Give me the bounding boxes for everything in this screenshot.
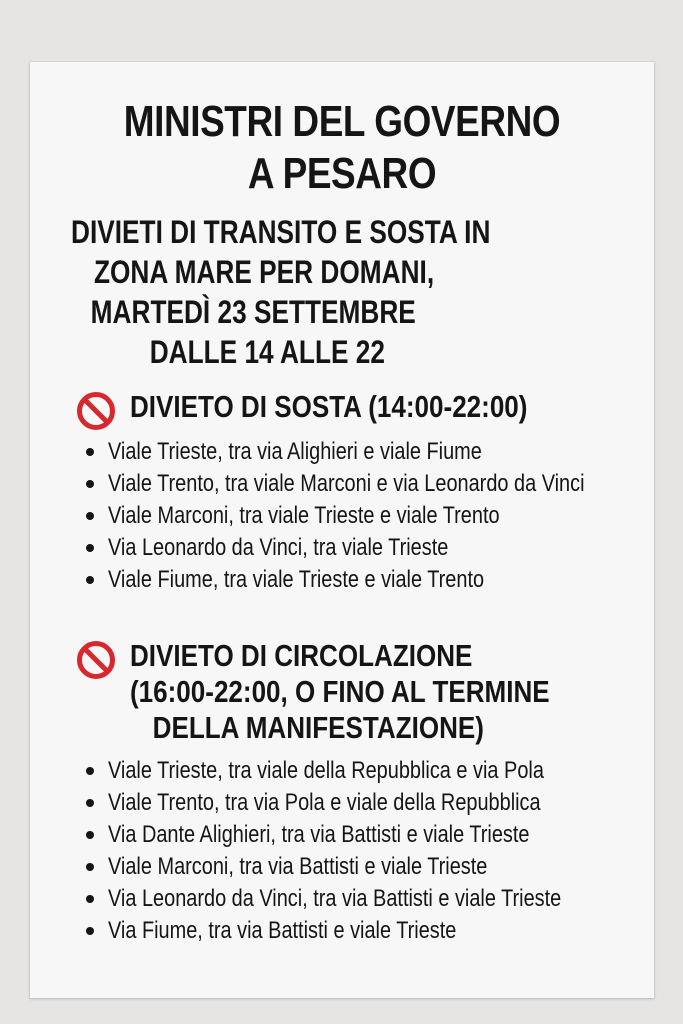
list-item — [30, 886, 683, 912]
list-item-text: Via Leonardo da Vinci, tra viale Trieste — [108, 534, 449, 561]
notice-subtitle — [30, 212, 654, 372]
bullet-dot — [86, 544, 94, 552]
bullet-dot — [86, 767, 94, 775]
bullet-dot — [86, 448, 94, 456]
bullet-dot — [86, 799, 94, 807]
list-item-text: Via Leonardo da Vinci, tra via Battisti e viale Trieste — [108, 885, 562, 912]
bullet-dot — [86, 576, 94, 584]
list-item-text: Viale Trieste, tra via Alighieri e viale Fiume — [108, 438, 482, 465]
subtitle-line-4: DALLE 14 ALLE 22 — [149, 334, 385, 370]
section-title-line: DIVIETO DI SOSTA (14:00-22:00) — [130, 389, 528, 424]
title-line-1: MINISTRI DEL GOVERNO — [123, 97, 561, 146]
list-item — [30, 567, 683, 593]
section-parking-ban-title — [130, 389, 603, 425]
parking-ban-street-list — [30, 439, 683, 593]
list-item-text: Viale Marconi, tra viale Trieste e viale Trento — [108, 502, 500, 529]
list-item-text: Via Dante Alighieri, tra via Battisti e viale Trieste — [108, 821, 530, 848]
bullet-dot — [86, 895, 94, 903]
traffic-ban-street-list — [30, 758, 683, 944]
list-item-text: Viale Trieste, tra viale della Repubblica e via Pola — [108, 757, 544, 784]
list-item-text: Viale Trento, tra via Pola e viale della Repubblica — [108, 789, 541, 816]
list-item-text: Via Fiume, tra via Battisti e viale Trieste — [108, 917, 457, 944]
bullet-dot — [86, 863, 94, 871]
list-item — [30, 822, 683, 848]
bullet-dot — [86, 831, 94, 839]
list-item — [30, 918, 683, 944]
list-item — [30, 471, 683, 497]
subtitle-line-1: DIVIETI DI TRANSITO E SOSTA IN — [71, 214, 491, 250]
bullet-dot — [86, 480, 94, 488]
bullet-dot — [86, 512, 94, 520]
no-entry-icon — [76, 640, 116, 680]
list-item — [30, 854, 683, 880]
no-entry-icon — [76, 391, 116, 431]
section-traffic-ban-title — [130, 638, 630, 746]
notice-title — [80, 96, 604, 200]
list-item-text: Viale Trento, tra viale Marconi e via Leonardo da Vinci — [108, 470, 585, 497]
bullet-dot — [86, 927, 94, 935]
title-line-2: A PESARO — [247, 149, 437, 198]
list-item — [30, 439, 683, 465]
list-item — [30, 535, 683, 561]
section-title-line: DIVIETO DI CIRCOLAZIONE — [130, 638, 473, 673]
list-item-text: Viale Marconi, tra via Battisti e viale Trieste — [108, 853, 488, 880]
list-item — [30, 503, 683, 529]
list-item-text: Viale Fiume, tra viale Trieste e viale Trento — [108, 566, 485, 593]
list-item — [30, 790, 683, 816]
list-item — [30, 758, 683, 784]
notice-sheet — [30, 62, 654, 998]
section-title-line: DELLA MANIFESTAZIONE) — [152, 710, 484, 745]
subtitle-line-3: MARTEDÌ 23 SETTEMBRE — [90, 294, 416, 330]
section-title-line: (16:00-22:00, O FINO AL TERMINE — [130, 674, 550, 709]
subtitle-line-2: ZONA MARE PER DOMANI, — [93, 254, 435, 290]
